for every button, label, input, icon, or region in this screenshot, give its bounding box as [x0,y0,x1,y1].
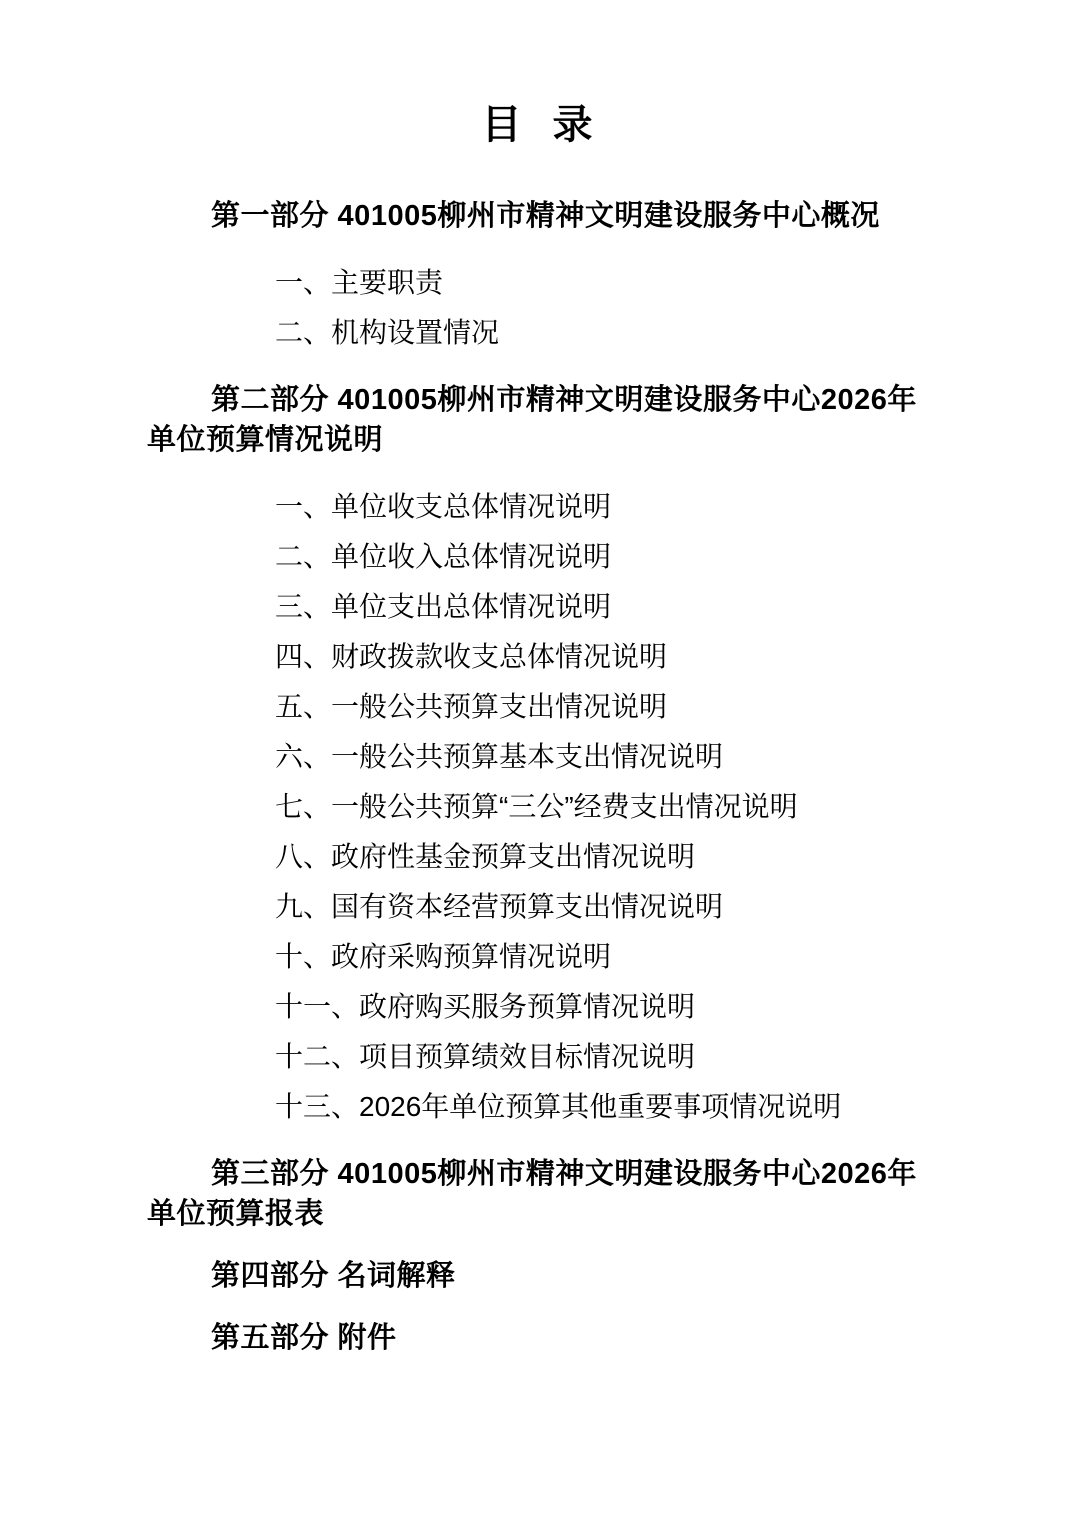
toc-entry: 十三、2026年单位预算其他重要事项情况说明 [275,1091,842,1122]
toc-entry: 四、财政拨款收支总体情况说明 [275,641,668,672]
toc-entry: 二、机构设置情况 [275,317,500,348]
toc-entry: 十一、政府购买服务预算情况说明 [275,991,696,1022]
section-heading-part5: 第五部分 附件 [211,1322,397,1354]
section-part2-entries [147,482,929,1132]
toc-entry: 一、主要职责 [275,267,444,298]
toc-entry: 十、政府采购预算情况说明 [275,941,612,972]
toc-entry: 八、政府性基金预算支出情况说明 [275,841,696,872]
toc-entry: 七、一般公共预算“三公”经费支出情况说明 [275,791,798,822]
toc-entry: 五、一般公共预算支出情况说明 [275,691,668,722]
toc-entry: 一、单位收支总体情况说明 [275,491,612,522]
toc-entry: 二、单位收入总体情况说明 [275,541,612,572]
page-title: 目 录 [481,103,595,147]
toc-entry: 十二、项目预算绩效目标情况说明 [275,1041,696,1072]
section-heading-part2: 第二部分 401005柳州市精神文明建设服务中心2026年单位预算情况说明 [147,384,917,456]
section-part1-entries [147,258,929,358]
toc-entry: 九、国有资本经营预算支出情况说明 [275,891,724,922]
section-heading-part1: 第一部分 401005柳州市精神文明建设服务中心概况 [211,200,880,232]
section-heading-part3: 第三部分 401005柳州市精神文明建设服务中心2026年单位预算报表 [147,1158,917,1230]
toc-entry: 三、单位支出总体情况说明 [275,591,612,622]
section-heading-part4: 第四部分 名词解释 [211,1260,456,1292]
toc-entry: 六、一般公共预算基本支出情况说明 [275,741,724,772]
